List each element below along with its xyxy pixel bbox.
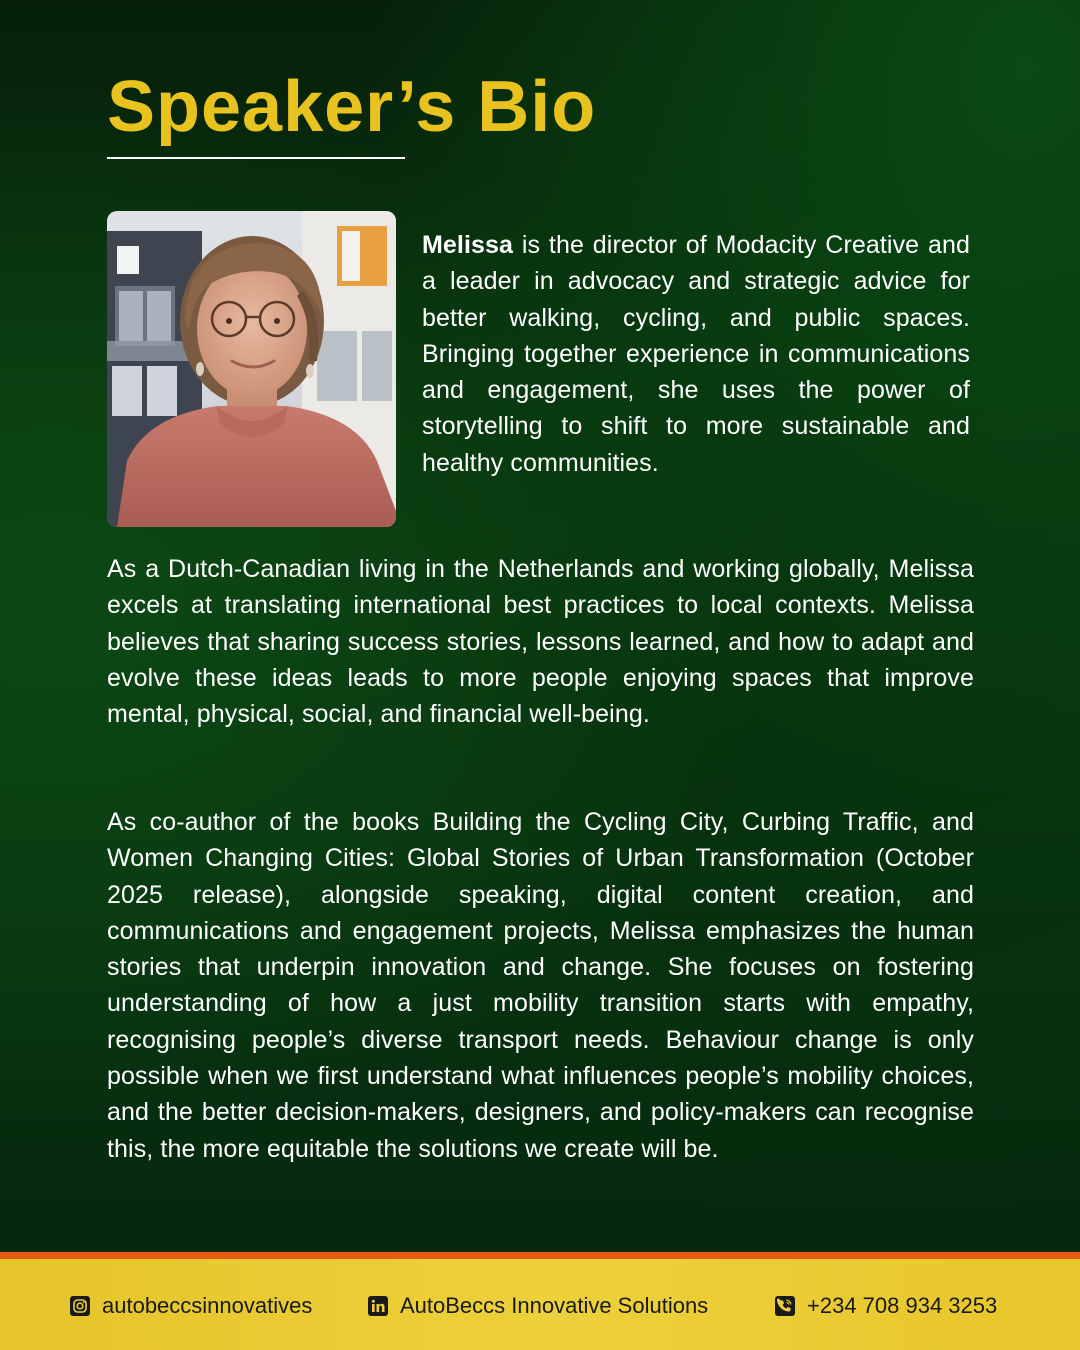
bio-paragraph-3: As co-author of the books Building the Cycling City, Curbing Traffic, and Women Changing Cities: Global Stories of Urban Transformation (October 2025 release), alongside speaking, digital content creation, and communications and engagement projects, Melissa emphasizes the human stories that underpin innovation and change. She focuses on fostering understanding of how a just mobility transition starts with empathy, recognising people’s diverse transport needs. Behaviour change is only possible when we first understand what influences people’s mobility choices, and the better decision-makers, designers, and policy-makers can recognise this, the more equitable the solutions we create will be. bbox=[107, 808, 974, 1163]
bio-paragraph-2: As a Dutch-Canadian living in the Netherlands and working globally, Melissa excels at translating international best practices to local contexts. Melissa believes that sharing success stories, lessons learned, and how to adapt and evolve these ideas leads to more people enjoying spaces that improve mental, physical, social, and financial well-being. bbox=[107, 555, 974, 729]
linkedin-contact[interactable] bbox=[368, 1293, 708, 1319]
phone-icon bbox=[775, 1296, 795, 1316]
phone-contact[interactable] bbox=[775, 1293, 997, 1319]
speaker-name: Melissa bbox=[422, 231, 514, 259]
contact-footer bbox=[0, 1259, 1080, 1350]
linkedin-name: AutoBeccs Innovative Solutions bbox=[400, 1293, 709, 1318]
phone-number: +234 708 934 3253 bbox=[807, 1293, 998, 1318]
title-underline bbox=[107, 157, 405, 159]
instagram-handle: autobeccsinnovatives bbox=[102, 1293, 313, 1318]
page-title: Speaker’s Bio bbox=[107, 67, 597, 147]
bio-paragraph-1-text: is the director of Modacity Creative and a leader in advocacy and strategic advice for better walking, cycling, and public spaces. Bringing together experience in communications and engagement, she uses the power of storytelling to shift to more sustainable and healthy communities. bbox=[422, 231, 970, 477]
instagram-contact[interactable] bbox=[70, 1293, 312, 1319]
speaker-photo bbox=[107, 211, 396, 527]
bio-paragraph-1 bbox=[422, 227, 970, 481]
linkedin-icon bbox=[368, 1296, 388, 1316]
instagram-icon bbox=[70, 1296, 90, 1316]
footer-accent-bar bbox=[0, 1252, 1080, 1259]
